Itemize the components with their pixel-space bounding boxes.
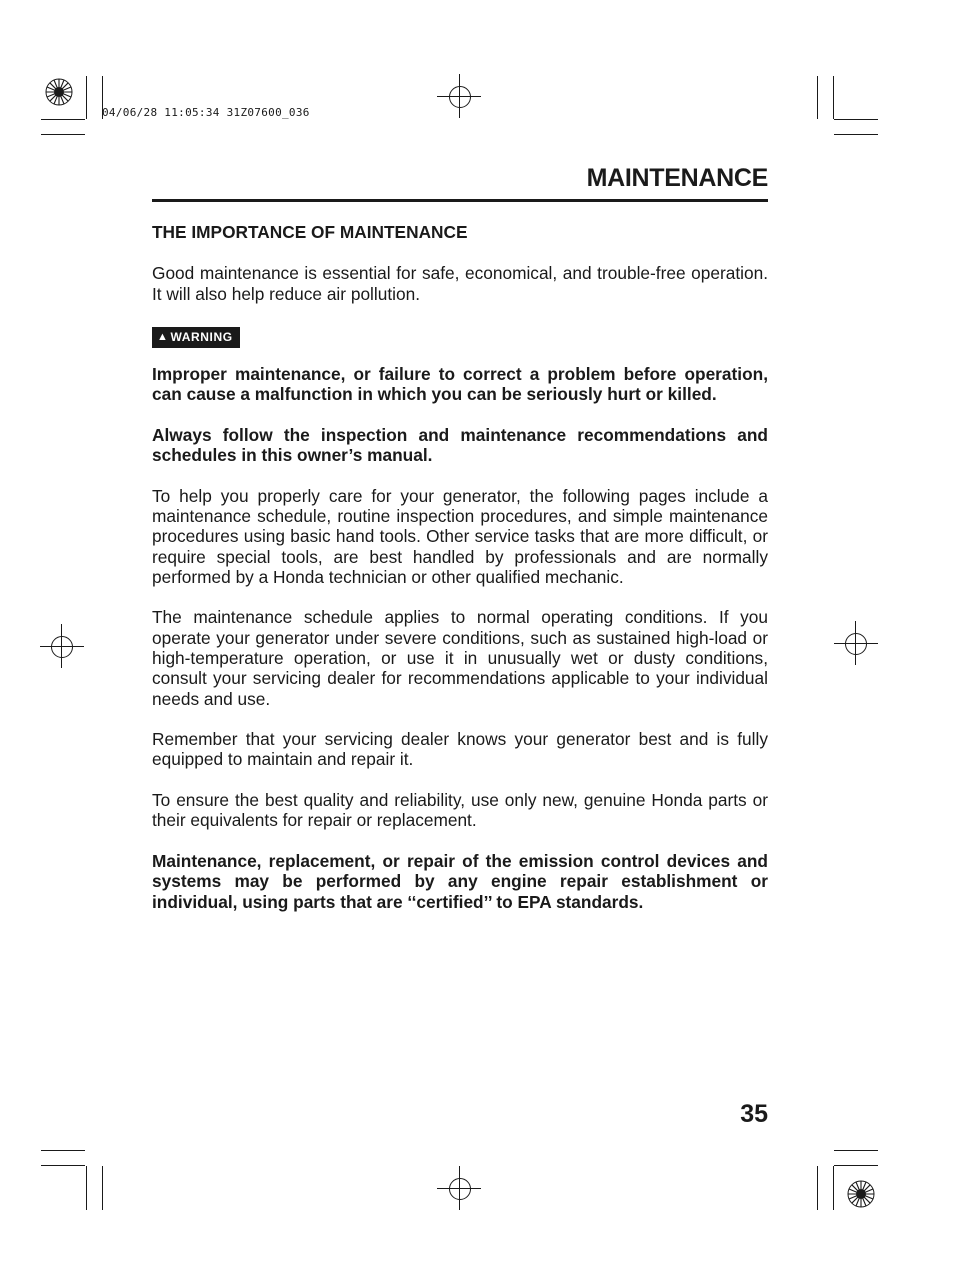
crop-mark [834, 1150, 878, 1151]
page-title: MAINTENANCE [586, 164, 768, 192]
section-heading: THE IMPORTANCE OF MAINTENANCE [152, 222, 468, 242]
crop-mark [41, 1165, 85, 1166]
warning-label: WARNING [170, 330, 233, 345]
page-content [152, 222, 768, 912]
crop-mark [834, 119, 878, 120]
registration-crosshair-bottom-icon [449, 1178, 471, 1200]
emission-note: Maintenance, replacement, or repair of the emission control devices and systems may be performed by any engine repair establishment or individual, using parts that are ‘‘certified’’ to EPA standards. [152, 850, 768, 912]
crop-mark [86, 1166, 87, 1210]
crop-mark [41, 119, 85, 120]
crosshair-line [40, 646, 84, 647]
registration-crosshair-right-icon [845, 633, 867, 655]
body-paragraph: Remember that your servicing dealer knows your generator best and is fully equipped to maintain and repair it. [152, 729, 768, 770]
crosshair-line [855, 621, 856, 665]
warning-badge [152, 327, 240, 348]
warning-triangle-icon: ▲ [157, 331, 169, 344]
crop-mark [817, 76, 818, 119]
title-rule [152, 199, 768, 202]
crosshair-line [459, 1166, 460, 1210]
page-number: 35 [740, 1100, 768, 1128]
crop-mark [41, 134, 85, 135]
print-info: 04/06/28 11:05:34 31Z07600_036 [102, 106, 310, 119]
crop-mark [834, 1165, 878, 1166]
registration-sun-top-left-icon [44, 77, 74, 107]
crop-mark [834, 134, 878, 135]
body-paragraph: The maintenance schedule applies to normal operating conditions. If you operate your generator under severe conditions, such as sustained high-load or high-temperature operation, or use it in unusually wet or dusty conditions, consult your servicing dealer for recommendations applicable to your individual needs and use. [152, 607, 768, 709]
crosshair-line [459, 74, 460, 118]
warning-text-1: Improper maintenance, or failure to correct a problem before operation, can cause a malfunction in which you can be seriously hurt or killed. [152, 363, 768, 405]
intro-paragraph: Good maintenance is essential for safe, economical, and trouble-free operation. It will also help reduce air pollution. [152, 263, 768, 304]
crop-mark [102, 1166, 103, 1210]
crosshair-line [61, 624, 62, 668]
crop-mark [41, 1150, 85, 1151]
crop-mark [817, 1166, 818, 1210]
registration-sun-bottom-right-icon [846, 1179, 876, 1209]
registration-crosshair-top-icon [449, 86, 471, 108]
registration-crosshair-left-icon [51, 636, 73, 658]
body-paragraph: To ensure the best quality and reliability, use only new, genuine Honda parts or their equivalents for repair or replacement. [152, 790, 768, 831]
crop-mark [833, 76, 834, 119]
warning-text-2: Always follow the inspection and maintenance recommendations and schedules in this owner’s manual. [152, 424, 768, 466]
body-paragraph: To help you properly care for your generator, the following pages include a maintenance schedule, routine inspection procedures, and simple maintenance procedures using basic hand tools. Other service tasks that are more difficult, or require special tools, are best handled by professionals and are normally performed by a Honda technician or other qualified mechanic. [152, 485, 768, 587]
crosshair-line [834, 643, 878, 644]
crop-mark [86, 76, 87, 119]
crop-mark [833, 1166, 834, 1210]
